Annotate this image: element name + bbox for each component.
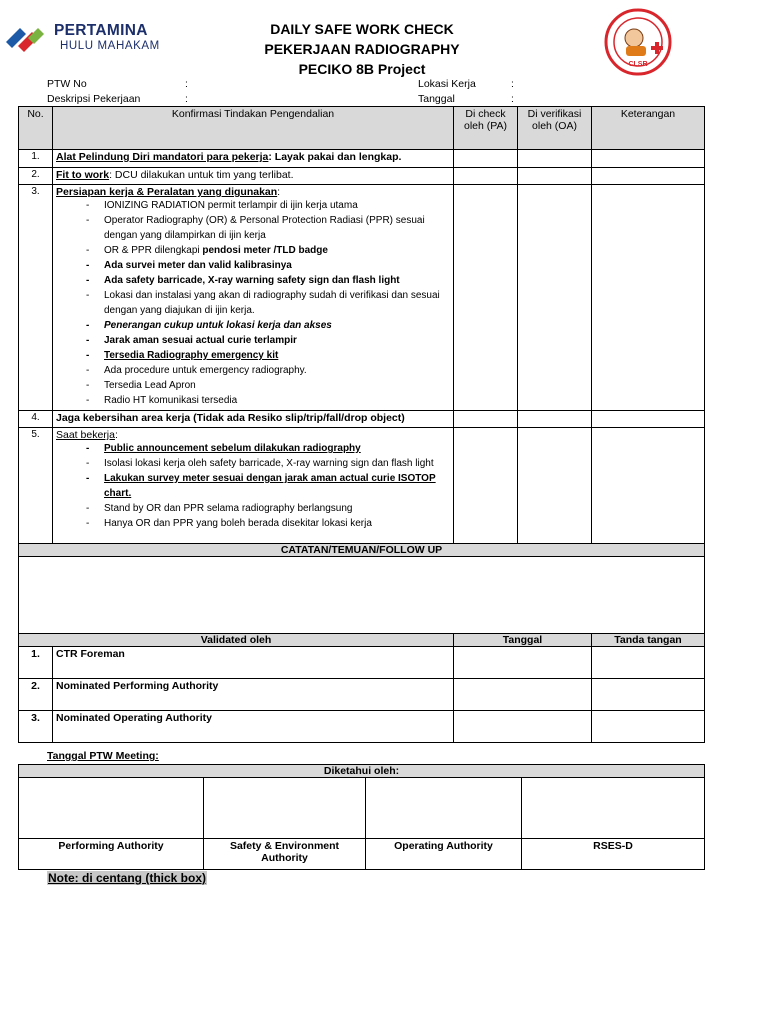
signature-box[interactable] [204,778,366,839]
signoff-signature-row [19,778,705,839]
row-number: 2. [19,168,53,185]
list-item: - Operator Radiography (OR) & Personal Protection Radiasi (PPR) sesuai dengan yang dilampirkan di ijin kerja [86,213,450,243]
signoff-role: Operating Authority [366,839,522,870]
validation-row [19,647,705,679]
row-item-title-rest: : [277,186,281,198]
validation-date-cell[interactable] [454,711,592,743]
doc-title-line-2: PEKERJAAN RADIOGRAPHY [264,41,460,57]
checklist-table [18,106,705,743]
list-item: - Jarak aman sesuai actual curie terlampir [86,333,450,348]
checklist-row [19,185,705,411]
catatan-notes-row [19,557,705,634]
pertamina-logo [4,18,174,60]
list-item: - Tersedia Radiography emergency kit [86,348,450,363]
validation-header-row [19,634,705,647]
check-pa-cell[interactable] [454,185,518,411]
signature-box[interactable] [19,778,204,839]
validation-date-header: Tanggal [454,634,592,647]
list-item: - Public announcement sebelum dilakukan radiography [86,441,450,456]
col-konfirmasi-header: Konfirmasi Tindakan Pengendalian [53,107,454,150]
validation-row [19,679,705,711]
validation-date-cell[interactable] [454,679,592,711]
col-diverifikasi-header: Di verifikasi oleh (OA) [518,107,592,150]
catatan-header: CATATAN/TEMUAN/FOLLOW UP [19,544,705,557]
verify-oa-cell[interactable] [518,428,592,544]
row-item-title: Persiapan kerja & Peralatan yang digunakan [56,186,278,198]
validation-signature-header: Tanda tangan [592,634,705,647]
validation-date-cell[interactable] [454,647,592,679]
signoff-role: Safety & Environment Authority [204,839,366,870]
list-item: - Isolasi lokasi kerja oleh safety barricade, X-ray warning sign dan flash light [86,456,450,471]
pertamina-logo-mark-icon [4,24,50,54]
meta-lokasi [418,78,528,91]
validation-signature-cell[interactable] [592,647,705,679]
seal-text: CLSR [628,61,648,68]
row-item-title: Saat bekerja [56,429,115,441]
row-item-title-rest: : DCU dilakukan untuk tim yang terlibat. [109,169,294,181]
validation-number: 3. [19,711,53,743]
meta-deskripsi-label: Deskripsi Pekerjaan [47,93,141,105]
meta-ptw-no [47,78,197,91]
row-item-title: Alat Pelindung Diri mandatori para pekerja [56,151,269,163]
list-item: - Tersedia Lead Apron [86,378,450,393]
validation-role: Nominated Performing Authority [53,679,454,711]
checklist-row [19,168,705,185]
validation-signature-cell[interactable] [592,679,705,711]
list-item-text: OR & PPR dilengkapi [104,245,200,256]
row-item [53,185,454,411]
verify-oa-cell[interactable] [518,185,592,411]
validation-role: Nominated Operating Authority [53,711,454,743]
list-item [86,243,450,258]
row-item-title-rest: : Layak pakai dan lengkap. [268,151,402,163]
list-item: - Ada survei meter dan valid kalibrasinya [86,258,450,273]
list-item: - Ada safety barricade, X-ray warning safety sign dan flash light [86,273,450,288]
sub-item-list [56,441,450,531]
safety-seal-icon [604,8,672,76]
list-item: - Radio HT komunikasi tersedia [86,393,450,408]
checklist-row [19,150,705,168]
row-item [53,428,454,544]
note-text: Note: di centang (thick box) [48,871,207,885]
meta-colon: : [185,93,188,105]
list-item: - Lokasi dan instalasi yang akan di radiography sudah di verifikasi dan sesuai dengan yang diajukan di ijin kerja. [86,288,450,318]
meta-lokasi-label: Lokasi Kerja [418,78,476,90]
meta-tanggal [418,93,528,106]
catatan-header-row [19,544,705,557]
col-dicheck-header: Di check oleh (PA) [454,107,518,150]
meta-deskripsi [47,93,197,106]
signoff-header: Diketahui oleh: [19,765,705,778]
signature-box[interactable] [522,778,705,839]
brand-subtitle: HULU MAHAKAM [60,40,160,52]
list-item: - Stand by OR dan PPR selama radiography berlangsung [86,501,450,516]
signoff-table [18,764,705,870]
signoff-header-row [19,765,705,778]
signoff-role: Performing Authority [19,839,204,870]
meta-tanggal-label: Tanggal [418,93,455,105]
check-pa-cell[interactable] [454,411,518,428]
ptw-meeting-label: Tanggal PTW Meeting: [47,750,159,762]
col-keterangan-header: Keterangan [592,107,705,150]
validation-number: 2. [19,679,53,711]
row-number: 3. [19,185,53,411]
signature-box[interactable] [366,778,522,839]
validation-row [19,711,705,743]
row-number: 1. [19,150,53,168]
keterangan-cell[interactable] [592,168,705,185]
row-number: 5. [19,428,53,544]
validation-number: 1. [19,647,53,679]
validation-role: CTR Foreman [53,647,454,679]
row-item [53,168,454,185]
document-header [0,0,768,110]
signoff-role: RSES-D [522,839,705,870]
keterangan-cell[interactable] [592,150,705,168]
checklist-row [19,428,705,544]
check-pa-cell[interactable] [454,428,518,544]
verify-oa-cell[interactable] [518,168,592,185]
row-item-title: Jaga kebersihan area kerja (Tidak ada Resiko slip/trip/fall/drop object) [53,411,454,428]
meta-ptw-no-label: PTW No [47,78,87,90]
list-item: - Penerangan cukup untuk lokasi kerja dan akses [86,318,450,333]
col-no-header: No. [19,107,53,150]
signoff-roles-row [19,839,705,870]
check-pa-cell[interactable] [454,150,518,168]
doc-title-line-3: PECIKO 8B Project [298,61,426,77]
list-item: - IONIZING RADIATION permit terlampir di ijin kerja utama [86,198,450,213]
row-item-title-rest: : [114,429,118,441]
list-item: - Ada procedure untuk emergency radiography. [86,363,450,378]
keterangan-cell[interactable] [592,428,705,544]
list-item: - Hanya OR dan PPR yang boleh berada disekitar lokasi kerja [86,516,450,531]
doc-title-line-1: DAILY SAFE WORK CHECK [270,21,454,37]
list-item: - Lakukan survey meter sesuai dengan jarak aman actual curie ISOTOP chart. [86,471,450,501]
row-item-title: Fit to work [56,169,110,181]
check-pa-cell[interactable] [454,168,518,185]
checklist-row [19,411,705,428]
row-number: 4. [19,411,53,428]
list-item-text-bold: pendosi meter /TLD badge [202,245,328,256]
verify-oa-cell[interactable] [518,411,592,428]
catatan-notes-field[interactable] [19,557,705,634]
keterangan-cell[interactable] [592,411,705,428]
validated-by-header: Validated oleh [19,634,454,647]
checklist-header-row [19,107,705,150]
meta-colon: : [185,78,188,90]
keterangan-cell[interactable] [592,185,705,411]
meta-colon: : [511,78,514,90]
sub-item-list [56,198,450,408]
brand-name: PERTAMINA [54,22,148,39]
row-item [53,150,454,168]
meta-colon: : [511,93,514,105]
validation-signature-cell[interactable] [592,711,705,743]
verify-oa-cell[interactable] [518,150,592,168]
